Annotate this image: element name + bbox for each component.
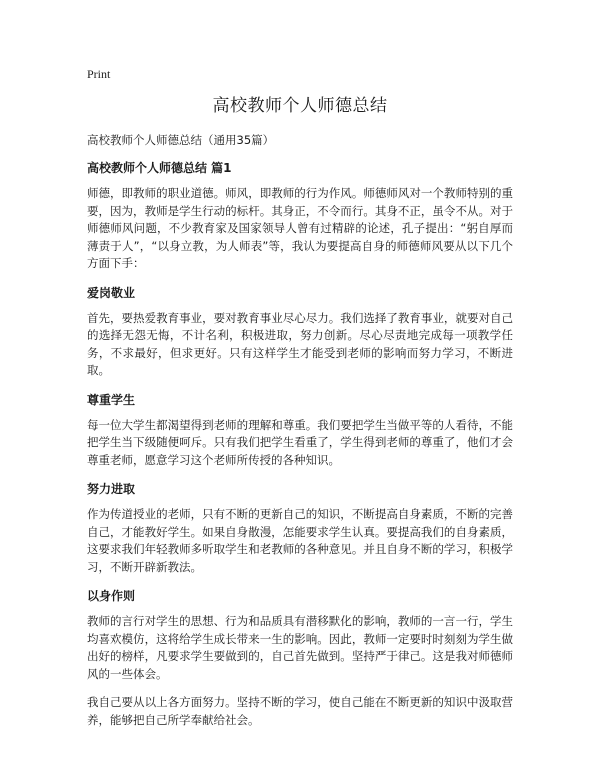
section-heading-main: 高校教师个人师德总结 篇1: [87, 161, 232, 175]
section-paragraph: 我自己要从以上各方面努力。坚持不断的学习，使自己能在不断更新的知识中汲取营养，能够把自己所学奉献给社会。: [87, 695, 513, 727]
section-paragraph: 作为传道授业的老师，只有不断的更新自己的知识，不断提高自身素质，不断的完善自己，才能教好学生。如果自身散漫，怎能要求学生认真。要提高我们的自身素质，这要求我们年轻教师多听取学生和老教师的各种意见。并且自身不断的学习，积极学习，不断开辟新教法。: [87, 507, 513, 574]
document-subtitle: 高校教师个人师德总结（通用35篇）: [87, 133, 275, 147]
section-paragraph: 教师的言行对学生的思想、行为和品质具有潜移默化的影响，教师的一言一行，学生均喜欢模仿，这将给学生成长带来一生的影响。因此，教师一定要时时刻刻为学生做出好的榜样，凡要求学生要做到的，自己首先做到。坚持严于律己。这是我对师德师风的一些体会。: [87, 614, 513, 681]
section-heading: 以身作则: [87, 589, 136, 603]
section-paragraph: 每一位大学生都渴望得到老师的理解和尊重。我们要把学生当做平等的人看待，不能把学生当下级随便呵斥。只有我们把学生看重了，学生得到老师的尊重了，他们才会尊重老师，愿意学习这个老师所传授的各种知识。: [87, 417, 513, 467]
print-link[interactable]: Print: [87, 67, 111, 81]
section-heading: 尊重学生: [87, 392, 136, 407]
section-heading: 爱岗敬业: [87, 285, 136, 300]
section-paragraph: 首先，要热爱教育事业，要对教育事业尽心尽力。我们选择了教育事业，就要对自己的选择无怨无悔，不计名利，积极进取，努力创新。尽心尽责地完成每一项教学任务，不求最好，但求更好。只有这样学生才能受到老师的影响而努力学习，不断进取。: [87, 310, 513, 377]
intro-paragraph: 师德，即教师的职业道德。师风，即教师的行为作风。师德师风对一个教师特别的重要，因为，教师是学生行动的标杆。其身正，不令而行。其身不正，虽令不从。对于师德师风问题，不少教育家及国家领导人曾有过精辟的论述，孔子提出：“躬自厚而薄责于人”，“以身立教，为人师表”等，我认为要提高自身的师德师风要从以下几个方面下手：: [87, 186, 513, 270]
section-heading: 努力进取: [87, 482, 136, 496]
document-title: 高校教师个人师德总结: [212, 96, 388, 116]
